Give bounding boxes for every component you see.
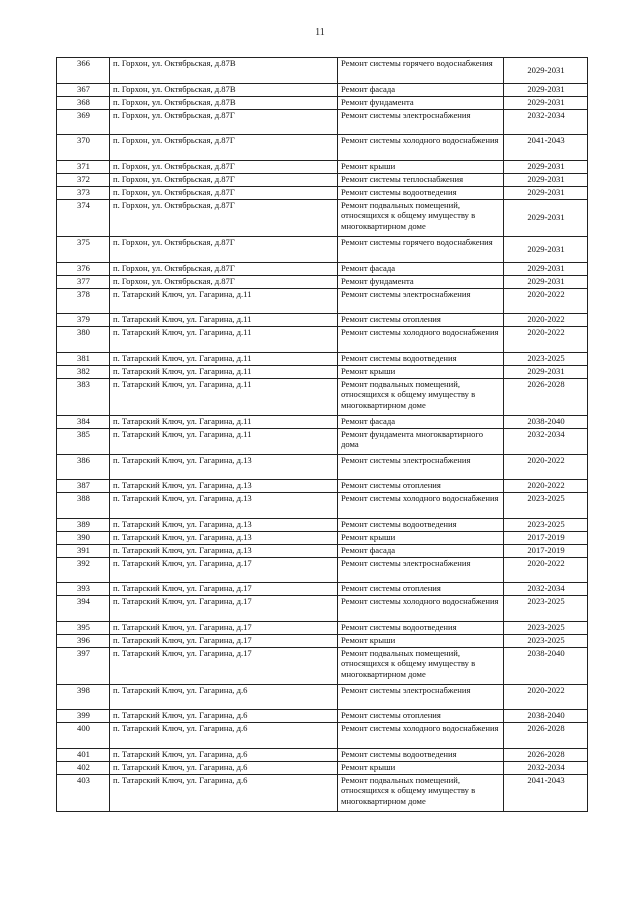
row-years: 2023-2025 xyxy=(504,493,588,519)
row-number: 370 xyxy=(57,135,110,161)
row-work-type: Ремонт фасада xyxy=(338,263,504,276)
row-years: 2020-2022 xyxy=(504,685,588,710)
row-work-type: Ремонт системы водоотведения xyxy=(338,187,504,200)
row-address: п. Горхон, ул. Октябрьская, д.87Г xyxy=(110,174,338,187)
row-work-type: Ремонт подвальных помещений, относящихся к общему имуществу в многоквартирном доме xyxy=(338,379,504,416)
row-address: п. Татарский Ключ, ул. Гагарина, д.6 xyxy=(110,710,338,723)
row-address: п. Татарский Ключ, ул. Гагарина, д.6 xyxy=(110,775,338,812)
row-years: 2041-2043 xyxy=(504,135,588,161)
table-row xyxy=(57,532,588,545)
table-row xyxy=(57,583,588,596)
row-work-type: Ремонт системы водоотведения xyxy=(338,353,504,366)
row-address: п. Татарский Ключ, ул. Гагарина, д.6 xyxy=(110,749,338,762)
row-address: п. Горхон, ул. Октябрьская, д.87Г xyxy=(110,161,338,174)
table-row xyxy=(57,135,588,161)
table-row xyxy=(57,314,588,327)
row-address: п. Татарский Ключ, ул. Гагарина, д.13 xyxy=(110,532,338,545)
row-number: 373 xyxy=(57,187,110,200)
row-address: п. Татарский Ключ, ул. Гагарина, д.13 xyxy=(110,455,338,480)
row-years: 2032-2034 xyxy=(504,762,588,775)
table-row xyxy=(57,161,588,174)
table-row xyxy=(57,749,588,762)
row-number: 378 xyxy=(57,289,110,314)
row-address: п. Татарский Ключ, ул. Гагарина, д.6 xyxy=(110,685,338,710)
table-row xyxy=(57,110,588,135)
table-row xyxy=(57,84,588,97)
row-number: 395 xyxy=(57,622,110,635)
row-years: 2023-2025 xyxy=(504,353,588,366)
table-row xyxy=(57,289,588,314)
row-work-type: Ремонт системы водоотведения xyxy=(338,749,504,762)
row-address: п. Татарский Ключ, ул. Гагарина, д.17 xyxy=(110,583,338,596)
row-work-type: Ремонт фасада xyxy=(338,545,504,558)
row-work-type: Ремонт фасада xyxy=(338,84,504,97)
table-row xyxy=(57,762,588,775)
row-years: 2038-2040 xyxy=(504,416,588,429)
row-address: п. Татарский Ключ, ул. Гагарина, д.11 xyxy=(110,314,338,327)
row-years: 2020-2022 xyxy=(504,455,588,480)
row-number: 372 xyxy=(57,174,110,187)
row-years: 2017-2019 xyxy=(504,532,588,545)
row-years: 2029-2031 xyxy=(504,200,588,237)
row-address: п. Горхон, ул. Октябрьская, д.87Г xyxy=(110,276,338,289)
row-work-type: Ремонт подвальных помещений, относящихся к общему имуществу в многоквартирном доме xyxy=(338,775,504,812)
row-number: 400 xyxy=(57,723,110,749)
row-work-type: Ремонт системы холодного водоснабжения xyxy=(338,135,504,161)
table-row xyxy=(57,519,588,532)
table-row xyxy=(57,545,588,558)
row-work-type: Ремонт системы отопления xyxy=(338,480,504,493)
row-number: 369 xyxy=(57,110,110,135)
row-number: 391 xyxy=(57,545,110,558)
row-years: 2029-2031 xyxy=(504,97,588,110)
row-work-type: Ремонт системы электроснабжения xyxy=(338,685,504,710)
table-row xyxy=(57,174,588,187)
row-years: 2029-2031 xyxy=(504,174,588,187)
row-work-type: Ремонт подвальных помещений, относящихся к общему имуществу в многоквартирном доме xyxy=(338,648,504,685)
row-years: 2029-2031 xyxy=(504,276,588,289)
row-number: 403 xyxy=(57,775,110,812)
row-number: 387 xyxy=(57,480,110,493)
row-years: 2023-2025 xyxy=(504,596,588,622)
row-work-type: Ремонт крыши xyxy=(338,366,504,379)
page-number: 11 xyxy=(315,27,325,38)
row-address: п. Татарский Ключ, ул. Гагарина, д.13 xyxy=(110,519,338,532)
table-row xyxy=(57,775,588,812)
row-number: 402 xyxy=(57,762,110,775)
row-work-type: Ремонт фасада xyxy=(338,416,504,429)
row-address: п. Татарский Ключ, ул. Гагарина, д.17 xyxy=(110,596,338,622)
row-years: 2020-2022 xyxy=(504,558,588,583)
row-address: п. Горхон, ул. Октябрьская, д.87Г xyxy=(110,187,338,200)
row-years: 2029-2031 xyxy=(504,161,588,174)
row-address: п. Татарский Ключ, ул. Гагарина, д.17 xyxy=(110,648,338,685)
row-address: п. Горхон, ул. Октябрьская, д.87Г xyxy=(110,135,338,161)
row-number: 394 xyxy=(57,596,110,622)
table-row xyxy=(57,237,588,263)
table-row xyxy=(57,276,588,289)
row-years: 2020-2022 xyxy=(504,327,588,353)
row-address: п. Татарский Ключ, ул. Гагарина, д.17 xyxy=(110,635,338,648)
row-number: 368 xyxy=(57,97,110,110)
row-work-type: Ремонт фундамента многоквартирного дома xyxy=(338,429,504,455)
row-years: 2020-2022 xyxy=(504,480,588,493)
row-number: 367 xyxy=(57,84,110,97)
row-number: 377 xyxy=(57,276,110,289)
row-address: п. Горхон, ул. Октябрьская, д.87В xyxy=(110,58,338,84)
row-years: 2038-2040 xyxy=(504,648,588,685)
row-address: п. Татарский Ключ, ул. Гагарина, д.17 xyxy=(110,622,338,635)
table-row xyxy=(57,366,588,379)
row-work-type: Ремонт системы холодного водоснабжения xyxy=(338,723,504,749)
table-row xyxy=(57,622,588,635)
row-work-type: Ремонт крыши xyxy=(338,532,504,545)
table-row xyxy=(57,685,588,710)
row-work-type: Ремонт системы холодного водоснабжения xyxy=(338,596,504,622)
row-work-type: Ремонт крыши xyxy=(338,762,504,775)
row-number: 366 xyxy=(57,58,110,84)
row-address: п. Горхон, ул. Октябрьская, д.87В xyxy=(110,97,338,110)
row-work-type: Ремонт системы водоотведения xyxy=(338,519,504,532)
table-row xyxy=(57,416,588,429)
row-work-type: Ремонт системы горячего водоснабжения xyxy=(338,58,504,84)
row-work-type: Ремонт системы водоотведения xyxy=(338,622,504,635)
row-work-type: Ремонт фундамента xyxy=(338,97,504,110)
row-number: 383 xyxy=(57,379,110,416)
row-address: п. Горхон, ул. Октябрьская, д.87Г xyxy=(110,237,338,263)
row-number: 375 xyxy=(57,237,110,263)
row-address: п. Татарский Ключ, ул. Гагарина, д.11 xyxy=(110,429,338,455)
row-years: 2029-2031 xyxy=(504,187,588,200)
row-work-type: Ремонт системы электроснабжения xyxy=(338,558,504,583)
row-work-type: Ремонт системы холодного водоснабжения xyxy=(338,327,504,353)
row-number: 380 xyxy=(57,327,110,353)
row-work-type: Ремонт системы холодного водоснабжения xyxy=(338,493,504,519)
table-row xyxy=(57,558,588,583)
row-years: 2020-2022 xyxy=(504,289,588,314)
row-years: 2029-2031 xyxy=(504,84,588,97)
row-work-type: Ремонт системы электроснабжения xyxy=(338,289,504,314)
row-work-type: Ремонт крыши xyxy=(338,635,504,648)
table-row xyxy=(57,648,588,685)
row-number: 379 xyxy=(57,314,110,327)
row-number: 384 xyxy=(57,416,110,429)
row-years: 2029-2031 xyxy=(504,237,588,263)
row-address: п. Татарский Ключ, ул. Гагарина, д.13 xyxy=(110,480,338,493)
table-row xyxy=(57,480,588,493)
table-row xyxy=(57,429,588,455)
row-years: 2029-2031 xyxy=(504,58,588,84)
table-row xyxy=(57,200,588,237)
row-address: п. Татарский Ключ, ул. Гагарина, д.11 xyxy=(110,366,338,379)
row-number: 401 xyxy=(57,749,110,762)
table-row xyxy=(57,710,588,723)
row-years: 2041-2043 xyxy=(504,775,588,812)
row-address: п. Татарский Ключ, ул. Гагарина, д.11 xyxy=(110,289,338,314)
row-work-type: Ремонт системы теплоснабжения xyxy=(338,174,504,187)
row-work-type: Ремонт системы отопления xyxy=(338,583,504,596)
row-address: п. Татарский Ключ, ул. Гагарина, д.11 xyxy=(110,379,338,416)
row-number: 398 xyxy=(57,685,110,710)
row-years: 2032-2034 xyxy=(504,583,588,596)
row-work-type: Ремонт системы горячего водоснабжения xyxy=(338,237,504,263)
row-years: 2023-2025 xyxy=(504,519,588,532)
row-work-type: Ремонт фундамента xyxy=(338,276,504,289)
row-number: 397 xyxy=(57,648,110,685)
row-address: п. Горхон, ул. Октябрьская, д.87Г xyxy=(110,200,338,237)
row-address: п. Татарский Ключ, ул. Гагарина, д.11 xyxy=(110,353,338,366)
row-address: п. Татарский Ключ, ул. Гагарина, д.17 xyxy=(110,558,338,583)
row-years: 2038-2040 xyxy=(504,710,588,723)
table-row xyxy=(57,635,588,648)
table-row xyxy=(57,455,588,480)
row-years: 2020-2022 xyxy=(504,314,588,327)
table-row xyxy=(57,596,588,622)
table-row xyxy=(57,58,588,84)
row-years: 2032-2034 xyxy=(504,429,588,455)
row-number: 371 xyxy=(57,161,110,174)
row-address: п. Татарский Ключ, ул. Гагарина, д.6 xyxy=(110,723,338,749)
row-work-type: Ремонт системы электроснабжения xyxy=(338,110,504,135)
row-address: п. Татарский Ключ, ул. Гагарина, д.11 xyxy=(110,327,338,353)
row-number: 392 xyxy=(57,558,110,583)
row-years: 2029-2031 xyxy=(504,366,588,379)
table-row xyxy=(57,187,588,200)
table-row xyxy=(57,379,588,416)
row-years: 2032-2034 xyxy=(504,110,588,135)
row-number: 399 xyxy=(57,710,110,723)
table-body xyxy=(57,58,588,812)
row-years: 2029-2031 xyxy=(504,263,588,276)
table-row xyxy=(57,263,588,276)
row-years: 2026-2028 xyxy=(504,749,588,762)
row-address: п. Горхон, ул. Октябрьская, д.87Г xyxy=(110,110,338,135)
row-address: п. Татарский Ключ, ул. Гагарина, д.6 xyxy=(110,762,338,775)
row-number: 374 xyxy=(57,200,110,237)
row-years: 2023-2025 xyxy=(504,622,588,635)
row-work-type: Ремонт подвальных помещений, относящихся к общему имуществу в многоквартирном доме xyxy=(338,200,504,237)
row-number: 393 xyxy=(57,583,110,596)
row-number: 381 xyxy=(57,353,110,366)
row-address: п. Татарский Ключ, ул. Гагарина, д.13 xyxy=(110,493,338,519)
table-row xyxy=(57,97,588,110)
table-row xyxy=(57,723,588,749)
table-row xyxy=(57,327,588,353)
repair-schedule-table xyxy=(56,57,588,812)
row-number: 390 xyxy=(57,532,110,545)
row-address: п. Горхон, ул. Октябрьская, д.87В xyxy=(110,84,338,97)
table-row xyxy=(57,353,588,366)
row-work-type: Ремонт крыши xyxy=(338,161,504,174)
row-years: 2026-2028 xyxy=(504,723,588,749)
row-address: п. Горхон, ул. Октябрьская, д.87Г xyxy=(110,263,338,276)
row-work-type: Ремонт системы отопления xyxy=(338,710,504,723)
row-work-type: Ремонт системы электроснабжения xyxy=(338,455,504,480)
row-number: 388 xyxy=(57,493,110,519)
row-number: 376 xyxy=(57,263,110,276)
row-work-type: Ремонт системы отопления xyxy=(338,314,504,327)
row-number: 389 xyxy=(57,519,110,532)
row-years: 2023-2025 xyxy=(504,635,588,648)
row-number: 396 xyxy=(57,635,110,648)
row-years: 2017-2019 xyxy=(504,545,588,558)
row-address: п. Татарский Ключ, ул. Гагарина, д.11 xyxy=(110,416,338,429)
row-address: п. Татарский Ключ, ул. Гагарина, д.13 xyxy=(110,545,338,558)
row-number: 386 xyxy=(57,455,110,480)
row-number: 385 xyxy=(57,429,110,455)
table-row xyxy=(57,493,588,519)
row-years: 2026-2028 xyxy=(504,379,588,416)
row-number: 382 xyxy=(57,366,110,379)
